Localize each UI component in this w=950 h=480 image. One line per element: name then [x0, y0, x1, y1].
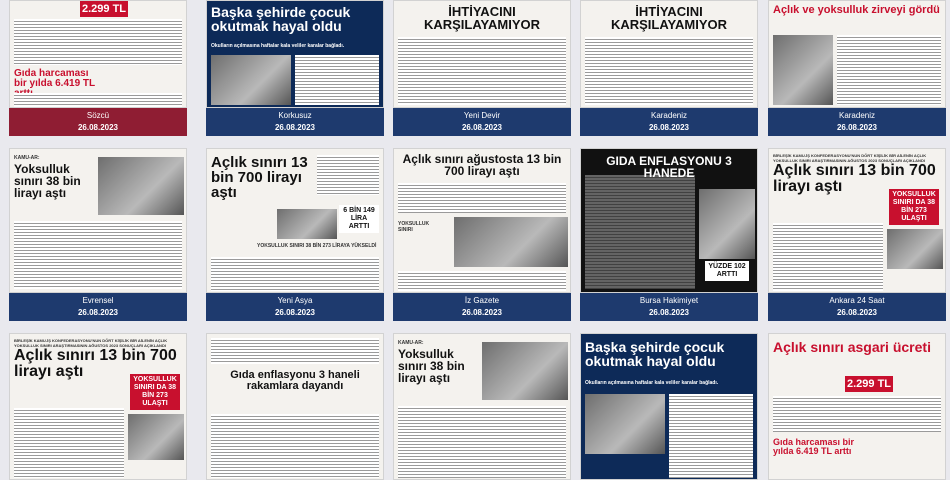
clipping-subheadline: Okulların açılmasına haftalar kala veliler karalar bağladı. [211, 43, 345, 49]
clipping-headline: Açlık ve yoksulluk zirveyi gördü [773, 4, 940, 16]
article-text [398, 37, 566, 105]
source-name: Yeni Devir [463, 111, 501, 120]
clipping-subheadline: Okulların açılmasına haftalar kala veliler karalar bağladı. [585, 380, 719, 386]
clipping-image[interactable] [206, 0, 384, 108]
photo [585, 394, 665, 454]
clipping-kicker: BİRLEŞİK KAMU-İŞ KONFEDERASYONU'NUN DÖRT KİŞİLİK BİR AİLENİN AÇLIK YOKSULLUK SINIRI ARAŞTIRMASININ AĞUSTOS 2023 SONUÇLARI AÇIKLANDI [14, 338, 168, 348]
publish-date: 26.08.2023 [274, 308, 316, 317]
clipping-image[interactable] [580, 333, 758, 480]
clipping-caption [768, 108, 946, 136]
photo [699, 189, 755, 259]
publish-date: 26.08.2023 [461, 123, 503, 132]
photo [454, 217, 568, 267]
photo [128, 414, 184, 460]
clipping-headline: Yoksulluk sınırı 38 bin lirayı aştı [398, 347, 465, 385]
clipping-headline: Açlık sınırı 13 bin 700 lirayı aştı [211, 154, 308, 201]
source-name: Karadeniz [838, 111, 876, 120]
article-text [773, 396, 941, 432]
clipping-headline: Başka şehirde çocuk okutmak hayal oldu [211, 4, 351, 34]
clipping-caption [206, 293, 384, 321]
article-text [14, 408, 124, 478]
clipping-caption [393, 108, 571, 136]
article-text [837, 35, 941, 105]
article-text [585, 175, 695, 289]
article-text [585, 37, 753, 105]
clipping-headline: İHTİYACINI KARŞILAYAMIYOR [423, 4, 541, 32]
clipping-caption [9, 108, 187, 136]
clipping-image[interactable] [9, 333, 187, 480]
publish-date: 26.08.2023 [648, 123, 690, 132]
clipping-headline: Başka şehirde çocuk okutmak hayal oldu [585, 339, 725, 369]
clipping-kicker: BİRLEŞİK KAMU-İŞ KONFEDERASYONU'NUN DÖRT KİŞİLİK BİR AİLENİN AÇLIK YOKSULLUK SINIRI ARAŞTIRMASININ AĞUSTOS 2023 SONUÇLARI AÇIKLANDI [773, 153, 927, 163]
clipping-image[interactable] [580, 0, 758, 108]
clipping-headline: Açlık sınırı 13 bin 700 lirayı aştı [14, 347, 177, 380]
clipping-image[interactable] [9, 148, 187, 293]
clipping-headline: GIDA ENFLASYONU 3 HANEDE [606, 154, 732, 180]
publish-date: 26.08.2023 [77, 308, 119, 317]
clipping-subheadline: YOKSULLUK SINIRI 38 BİN 273 LİRAYA YÜKSELDİ [257, 243, 377, 249]
clipping-headline: Gıda enflasyonu 3 haneli rakamlara dayandı [230, 369, 360, 392]
photo [98, 157, 184, 215]
article-text [317, 155, 379, 195]
publish-date: 26.08.2023 [77, 123, 119, 132]
publish-date: 26.08.2023 [836, 308, 878, 317]
clipping-caption [206, 108, 384, 136]
source-name: Yeni Asya [277, 296, 313, 305]
clipping-image[interactable] [206, 148, 384, 293]
clipping-caption [580, 108, 758, 136]
clipping-subheadline: Gıda harcaması bir yılda 6.419 TL arttı [773, 437, 855, 456]
publish-date: 26.08.2023 [461, 308, 503, 317]
article-text [398, 183, 566, 213]
clipping-headline: İHTİYACINI KARŞILAYAMIYOR [610, 4, 728, 32]
clipping-caption [768, 293, 946, 321]
clipping-image[interactable] [206, 333, 384, 480]
publish-date: 26.08.2023 [836, 123, 878, 132]
clipping-image[interactable] [393, 333, 571, 480]
increase-badge: 6 BİN 149 LİRA ARTTI [339, 205, 379, 233]
article-text [669, 394, 753, 478]
clipping-kicker: KAMU-AR: [398, 340, 424, 346]
clipping-image[interactable] [393, 0, 571, 108]
clipping-caption [393, 293, 571, 321]
photo [211, 55, 291, 105]
clipping-headline: Açlık sınırı asgari ücreti [773, 339, 931, 355]
source-name: Bursa Hakimiyet [639, 296, 699, 305]
article-text [295, 55, 379, 105]
clipping-headline: Gıda harcaması bir yılda 6.419 TL [14, 68, 95, 89]
source-name: İz Gazete [464, 296, 500, 305]
article-text [211, 414, 379, 478]
percent-badge: YÜZDE 102 ARTTI [705, 261, 749, 281]
article-text [398, 406, 566, 478]
source-name: Karadeniz [650, 111, 688, 120]
clipping-image[interactable] [768, 333, 946, 480]
source-name: Korkusuz [278, 111, 312, 120]
photo [482, 342, 568, 400]
article-text [211, 338, 379, 364]
amount-badge: 2.299 TL [847, 378, 892, 390]
clipping-image[interactable] [9, 0, 187, 108]
clipping-subheadline: YOKSULLUK SINIRI [398, 221, 430, 233]
poverty-badge: YOKSULLUK SINIRI DA 38 BİN 273 ULAŞTI [130, 374, 180, 410]
clipping-headline: Yoksulluk sınırı 38 bin lirayı aştı [14, 162, 81, 200]
clipping-image[interactable] [768, 0, 946, 108]
clipping-image[interactable] [393, 148, 571, 293]
source-name: Sözcü [86, 111, 110, 120]
article-text [773, 223, 883, 291]
clipping-kicker: KAMU-AR: [14, 155, 40, 161]
publish-date: 26.08.2023 [648, 308, 690, 317]
clipping-caption [580, 293, 758, 321]
clipping-caption [9, 293, 187, 321]
photo [773, 35, 833, 105]
photo [887, 229, 943, 269]
clipping-image[interactable] [768, 148, 946, 293]
article-text [211, 257, 379, 291]
publish-date: 26.08.2023 [274, 123, 316, 132]
article-text [14, 93, 182, 107]
photo [277, 209, 337, 239]
clipping-headline: Açlık sınırı 13 bin 700 lirayı aştı [773, 162, 936, 195]
article-text [398, 271, 566, 291]
clipping-image[interactable] [580, 148, 758, 293]
article-text [14, 221, 182, 289]
clipping-headline: Açlık sınırı ağustosta 13 bin 700 lirayı aştı [402, 152, 562, 178]
amount-badge: 2.299 TL [82, 3, 127, 15]
article-text [14, 19, 182, 65]
source-name: Evrensel [82, 296, 114, 305]
source-name: Ankara 24 Saat [829, 296, 885, 305]
poverty-badge: YOKSULLUK SINIRI DA 38 BİN 273 ULAŞTI [889, 189, 939, 225]
